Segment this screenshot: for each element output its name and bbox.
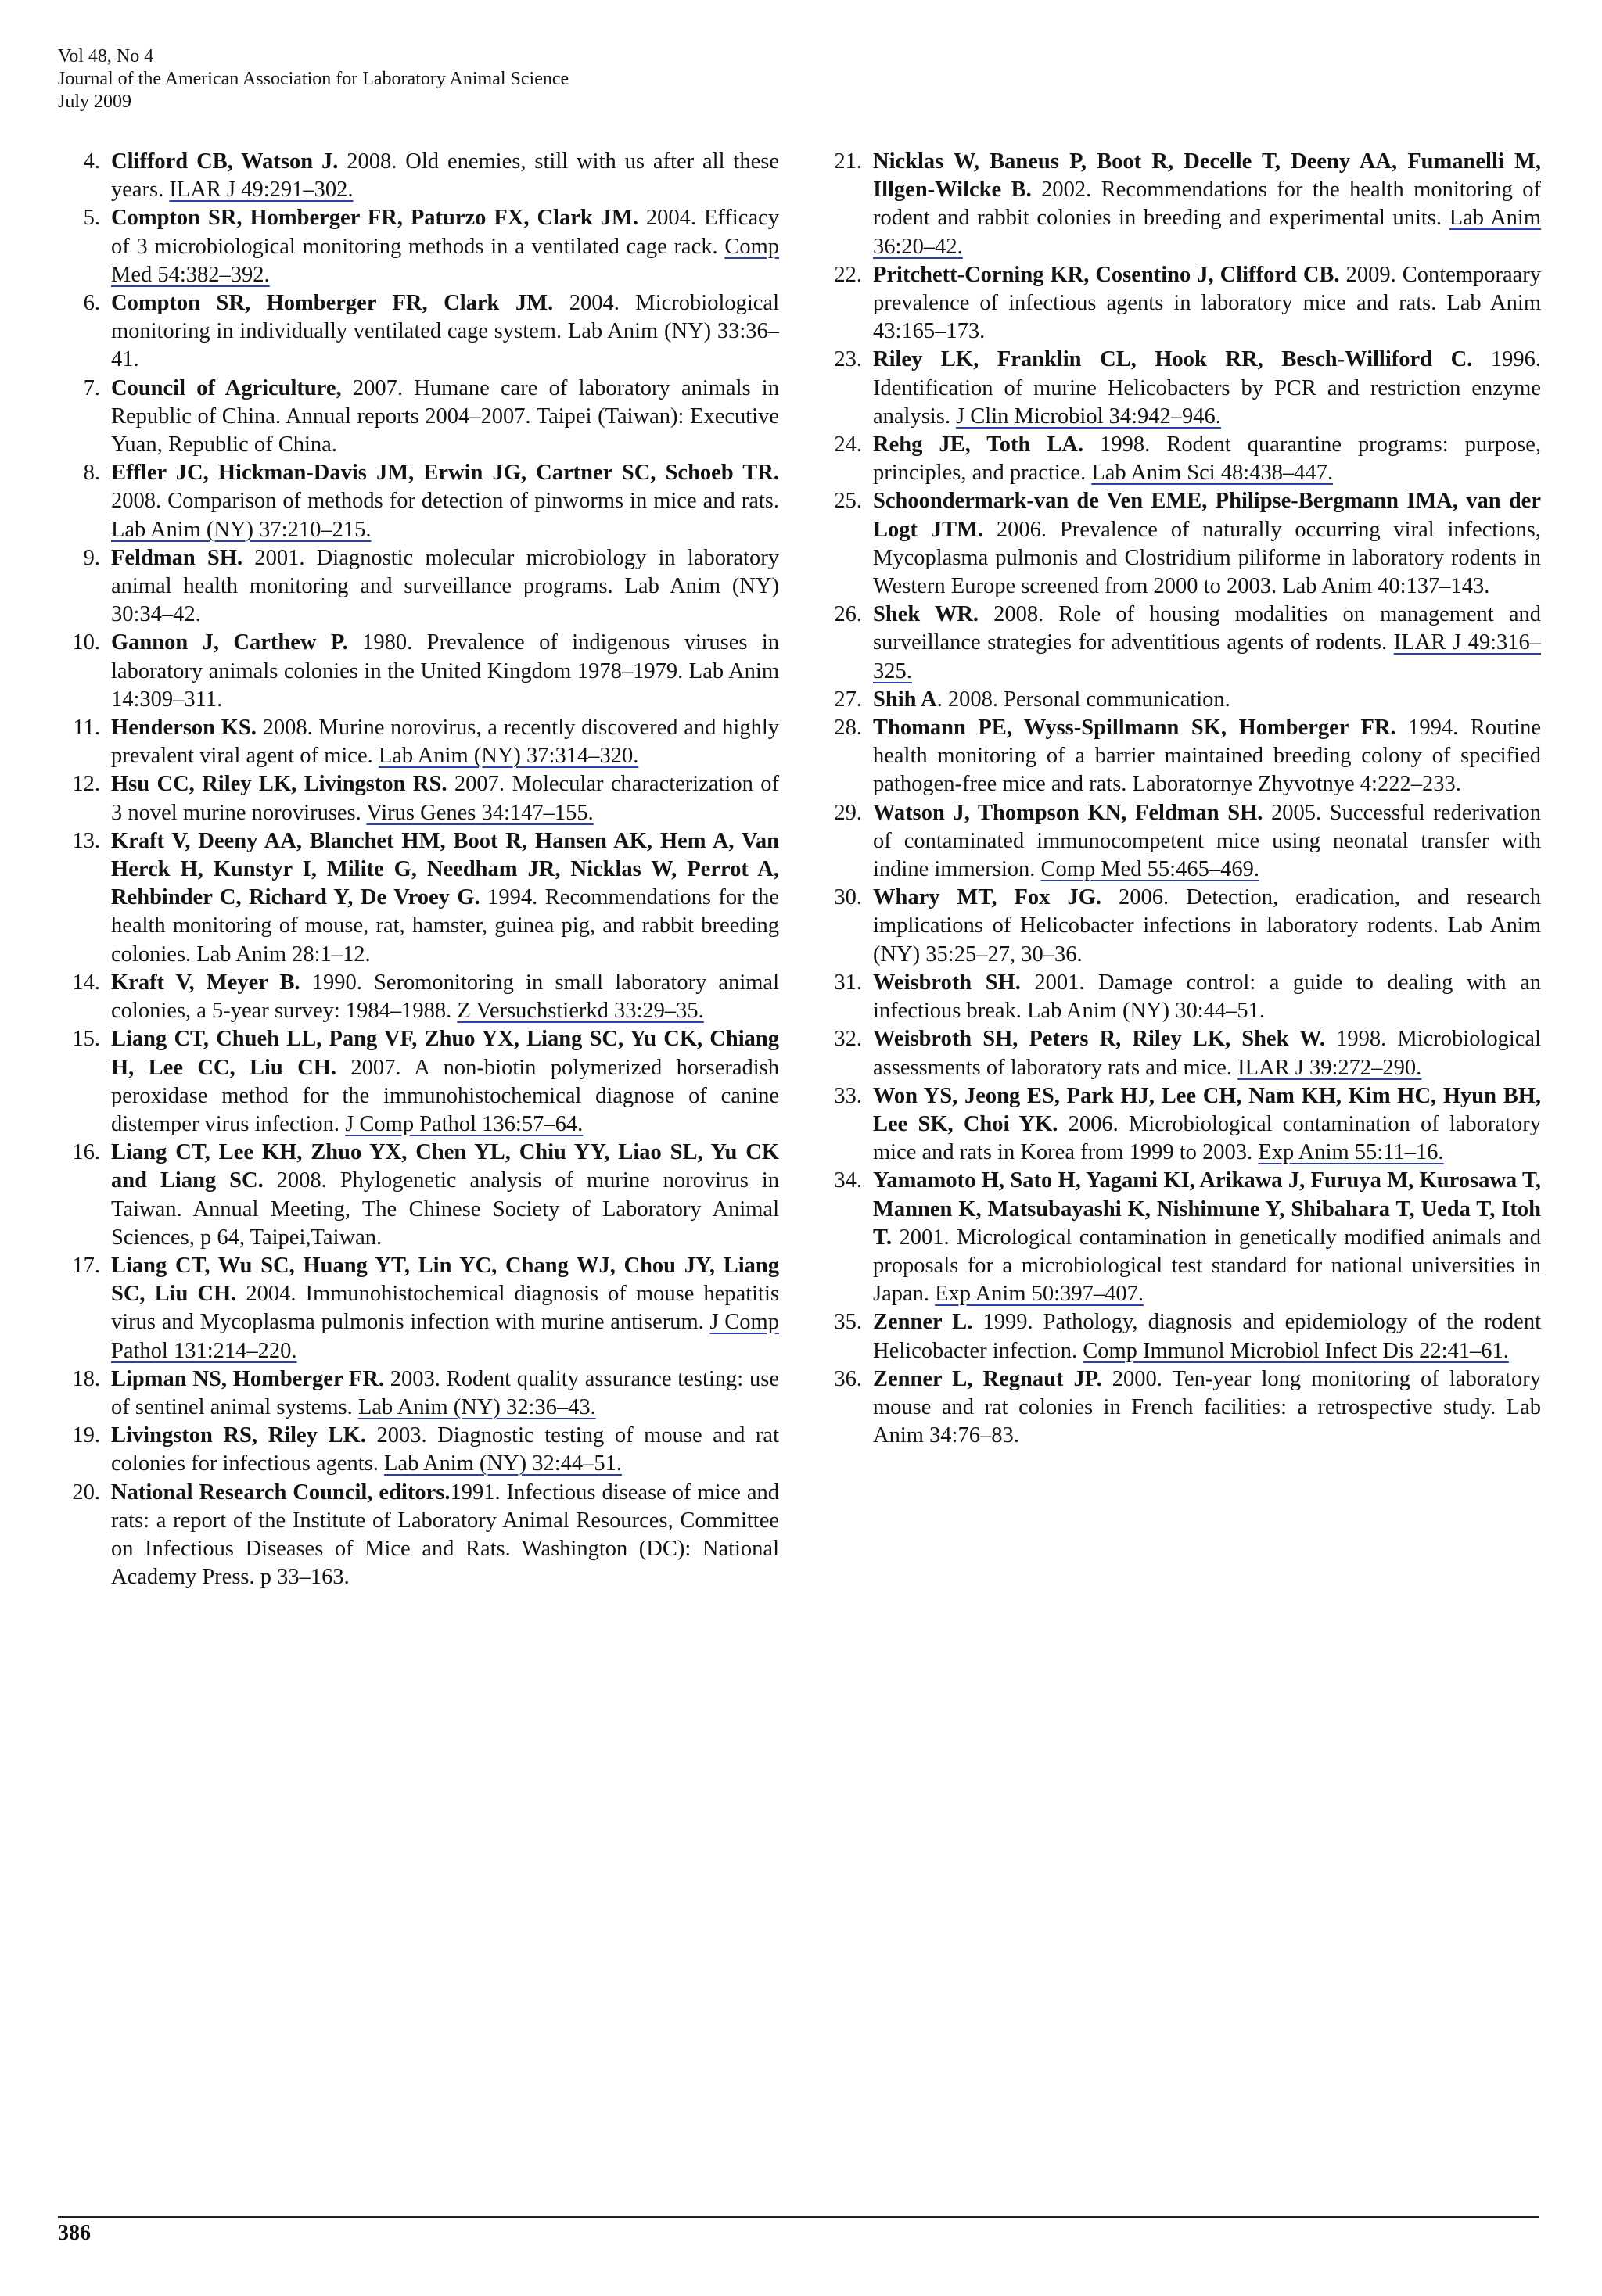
reference-authors: Nicklas W, Baneus P, Boot R, Decelle T, Deeny AA, Fumanelli M, Illgen-Wilcke B.: [873, 149, 1541, 203]
reference-authors: Lipman NS, Homberger FR.: [111, 1366, 384, 1391]
page-number: 386: [58, 2221, 91, 2245]
reference-text: 2004. Efficacy of 3 microbiological monitoring methods in a ventilated cage rack.: [111, 206, 779, 259]
reference-number: 33.: [834, 1083, 862, 1108]
reference-number: 8.: [83, 461, 100, 486]
reference-authors: Liang CT, Lee KH, Zhuo YX, Chen YL, Chiu YY, Liao SL, Yu CK and Liang SC.: [111, 1140, 779, 1193]
reference-item: [814, 1167, 1541, 1308]
reference-number: 19.: [72, 1423, 100, 1448]
reference-authors: Thomann PE, Wyss-Spillmann SK, Homberger FR.: [873, 716, 1396, 741]
reference-number: 35.: [834, 1310, 862, 1335]
reference-number: 26.: [834, 602, 862, 627]
reference-number: 18.: [72, 1366, 100, 1391]
references-right-column: [814, 148, 1541, 1450]
reference-item: [814, 261, 1541, 346]
references-left-column: [52, 148, 779, 1591]
reference-authors: Feldman SH.: [111, 545, 243, 570]
reference-item: [52, 770, 779, 827]
reference-text: 1998. Rodent quarantine programs: purpose, principles, and practice.: [873, 432, 1541, 486]
reference-authors: Weisbroth SH.: [873, 970, 1021, 995]
reference-number: 32.: [834, 1027, 862, 1052]
reference-text: 2001. Micrological contamination in genetically modified animals and proposals for a microbiological test standard for national universities in Japan.: [873, 1225, 1541, 1307]
reference-authors: Weisbroth SH, Peters R, Riley LK, Shek W.: [873, 1027, 1326, 1052]
reference-link[interactable]: Z Versuchstierkd 33:29–35.: [457, 999, 704, 1024]
reference-item: [814, 969, 1541, 1025]
reference-text: 2000. Ten-year long monitoring of laboratory mouse and rat colonies in French facilities: a retrospective study. Lab Anim 34:76–83.: [873, 1366, 1541, 1448]
reference-number: 34.: [834, 1168, 862, 1193]
reference-item: [52, 1365, 779, 1422]
reference-link[interactable]: Virus Genes 34:147–155.: [366, 800, 594, 825]
reference-authors: Zenner L, Regnaut JP.: [873, 1366, 1102, 1391]
reference-number: 29.: [834, 800, 862, 825]
reference-text: 2006. Prevalence of naturally occurring viral infections, Mycoplasma pulmonis and Clostridium piliforme in laboratory rodents in Western Europe screened from 2000 to 2003. Lab Anim 40:137–143.: [873, 517, 1541, 599]
reference-number: 36.: [834, 1366, 862, 1391]
reference-item: [52, 1479, 779, 1592]
reference-link[interactable]: J Clin Microbiol 34:942–946.: [956, 404, 1221, 429]
reference-item: [814, 346, 1541, 431]
reference-item: [52, 1252, 779, 1365]
reference-item: [52, 204, 779, 289]
reference-link[interactable]: Lab Anim (NY) 37:314–320.: [378, 744, 639, 769]
reference-number: 10.: [72, 630, 100, 655]
reference-authors: Liang CT, Chueh LL, Pang VF, Zhuo YX, Liang SC, Yu CK, Chiang H, Lee CC, Liu CH.: [111, 1027, 779, 1080]
reference-link[interactable]: Lab Anim (NY) 32:36–43.: [357, 1394, 596, 1419]
reference-item: [52, 969, 779, 1025]
reference-link[interactable]: Comp Med 54:382–392.: [111, 234, 779, 287]
reference-item: [814, 799, 1541, 884]
reference-item: [814, 714, 1541, 799]
reference-item: [52, 459, 779, 544]
reference-number: 12.: [72, 772, 100, 797]
reference-text: 1991. Infectious disease of mice and rats: a report of the Institute of Laboratory Animal Resources, Committee on Infectious Diseases of Mice and Rats. Washington (DC): National Academy Press. p 33–163.: [111, 1480, 779, 1590]
reference-text: 2004. Immunohistochemical diagnosis of mouse hepatitis virus and Mycoplasma pulmonis infection with murine antiserum.: [111, 1282, 779, 1335]
reference-text: 2008. Phylogenetic analysis of murine norovirus in Taiwan. Annual Meeting, The Chinese Society of Laboratory Animal Sciences, p 64, Taipei,Taiwan.: [111, 1168, 779, 1250]
reference-item: [814, 1025, 1541, 1082]
reference-authors: Whary MT, Fox JG.: [873, 885, 1101, 910]
reference-item: [814, 431, 1541, 487]
reference-link[interactable]: Lab Anim 36:20–42.: [873, 206, 1541, 259]
reference-authors: Kraft V, Deeny AA, Blanchet HM, Boot R, Hansen AK, Hem A, Van Herck H, Kunstyr I, Milite G, Needham JR, Nicklas W, Perrot A, Rehbinder C, Richard Y, De Vroey G.: [111, 828, 779, 910]
reference-item: [814, 884, 1541, 969]
reference-authors: Compton SR, Homberger FR, Paturzo FX, Clark JM.: [111, 206, 638, 231]
reference-authors: Yamamoto H, Sato H, Yagami KI, Arikawa J, Furuya M, Kurosawa T, Mannen K, Matsubayashi K, Nishimune Y, Shibahara T, Ueda T, Itoh T.: [873, 1168, 1541, 1250]
reference-text: 2008. Comparison of methods for detection of pinworms in mice and rats.: [111, 489, 779, 514]
reference-text: 2007. Molecular characterization of 3 novel murine noroviruses.: [111, 772, 779, 825]
reference-authors: Liang CT, Wu SC, Huang YT, Lin YC, Chang WJ, Chou JY, Liang SC, Liu CH.: [111, 1253, 779, 1307]
reference-text: 2007. Humane care of laboratory animals in Republic of China. Annual reports 2004–2007. Taipei (Taiwan): Executive Yuan, Republic of China.: [111, 375, 779, 457]
reference-number: 15.: [72, 1027, 100, 1052]
reference-number: 14.: [72, 970, 100, 995]
reference-authors: Effler JC, Hickman-Davis JM, Erwin JG, Cartner SC, Schoeb TR.: [111, 461, 779, 486]
reference-number: 9.: [83, 545, 100, 570]
reference-authors: Council of Agriculture,: [111, 375, 342, 400]
reference-text: 2004. Microbiological monitoring in individually ventilated cage system. Lab Anim (NY) 33:36–41.: [111, 291, 780, 372]
reference-text: 2005. Successful rederivation of contaminated immunocompetent mice using neonatal transfer with indine immersion.: [873, 800, 1541, 882]
reference-text: 1990. Seromonitoring in small laboratory animal colonies, a 5-year survey: 1984–1988.: [111, 970, 779, 1024]
reference-text: 1998. Microbiological assessments of laboratory rats and mice.: [873, 1027, 1541, 1080]
reference-link[interactable]: J Comp Pathol 136:57–64.: [345, 1111, 584, 1136]
reference-text: 2009. Contemporaary prevalence of infectious agents in laboratory mice and rats. Lab Anim 43:165–173.: [873, 262, 1541, 344]
reference-link[interactable]: J Comp Pathol 131:214–220.: [111, 1310, 779, 1363]
reference-link[interactable]: ILAR J 49:316–325.: [873, 630, 1542, 683]
reference-authors: Schoondermark-van de Ven EME, Philipse-Bergmann IMA, van der Logt JTM.: [873, 489, 1541, 542]
footer-rule: [58, 2216, 1539, 2218]
reference-text: 2008. Old enemies, still with us after all these years.: [111, 149, 779, 203]
reference-text: 2003. Rodent quality assurance testing: use of sentinel animal systems.: [111, 1366, 779, 1419]
reference-authors: Won YS, Jeong ES, Park HJ, Lee CH, Nam KH, Kim HC, Hyun BH, Lee SK, Choi YK.: [873, 1083, 1541, 1136]
reference-number: 11.: [73, 716, 100, 741]
reference-number: 17.: [72, 1253, 100, 1278]
reference-item: [52, 148, 779, 204]
reference-number: 20.: [72, 1480, 100, 1505]
reference-text: 1999. Pathology, diagnosis and epidemiology of the rodent Helicobacter infection.: [873, 1310, 1541, 1363]
reference-link[interactable]: Comp Immunol Microbiol Infect Dis 22:41–61.: [1083, 1338, 1509, 1363]
reference-link[interactable]: Lab Anim Sci 48:438–447.: [1091, 461, 1334, 486]
reference-number: 5.: [83, 206, 100, 231]
reference-text: . 2008. Personal communication.: [936, 687, 1230, 712]
reference-item: [52, 375, 779, 460]
reference-number: 13.: [72, 828, 100, 853]
reference-authors: Hsu CC, Riley LK, Livingston RS.: [111, 772, 447, 797]
reference-item: [814, 1365, 1541, 1451]
reference-text: 1996. Identification of murine Helicobacters by PCR and restriction enzyme analysis.: [873, 347, 1542, 429]
reference-item: [814, 1308, 1541, 1365]
reference-text: 2003. Diagnostic testing of mouse and rat colonies for infectious agents.: [111, 1423, 779, 1476]
reference-text: 2006. Microbiological contamination of laboratory mice and rats in Korea from 1999 to 2003.: [873, 1111, 1541, 1165]
reference-item: [52, 1422, 779, 1478]
reference-text: 1994. Routine health monitoring of a barrier maintained breeding colony of specified pathogen-free mice and rats. Laboratornye Zhyvotnye 4:222–233.: [873, 716, 1541, 797]
reference-text: 1980. Prevalence of indigenous viruses in laboratory animals colonies in the United Kingdom 1978–1979. Lab Anim 14:309–311.: [111, 630, 779, 712]
reference-number: 30.: [834, 885, 862, 910]
reference-authors: Compton SR, Homberger FR, Clark JM.: [111, 291, 554, 316]
reference-item: [814, 601, 1541, 686]
reference-text: 2002. Recommendations for the health monitoring of rodent and rabbit colonies in breeding and experimental units.: [873, 178, 1541, 231]
reference-authors: National Research Council, editors.: [111, 1480, 451, 1505]
reference-authors: Shih A: [873, 687, 937, 712]
reference-authors: Clifford CB, Watson J.: [111, 149, 339, 174]
reference-item: [814, 487, 1541, 601]
reference-number: 6.: [83, 291, 100, 316]
reference-authors: Watson J, Thompson KN, Feldman SH.: [873, 800, 1263, 825]
reference-text: 2006. Detection, eradication, and research implications of Helicobacter infections in laboratory rodents. Lab Anim (NY) 35:25–27, 30–36.: [873, 885, 1541, 967]
reference-text: 1994. Recommendations for the health monitoring of mouse, rat, hamster, guinea pig, and rabbit breeding colonies. Lab Anim 28:1–12.: [111, 885, 779, 967]
reference-authors: Pritchett-Corning KR, Cosentino J, Clifford CB.: [873, 262, 1340, 287]
reference-item: [52, 827, 779, 969]
reference-number: 4.: [83, 149, 100, 174]
reference-number: 27.: [834, 687, 862, 712]
reference-text: 2001. Damage control: a guide to dealing with an infectious break. Lab Anim (NY) 30:44–51.: [873, 970, 1541, 1024]
reference-number: 16.: [72, 1140, 100, 1165]
reference-authors: Shek WR.: [873, 602, 979, 627]
reference-link[interactable]: Exp Anim 50:397–407.: [935, 1282, 1144, 1307]
reference-number: 22.: [834, 262, 862, 287]
reference-authors: Zenner L.: [873, 1310, 973, 1335]
reference-text: 2007. A non-biotin polymerized horseradish peroxidase method for the immunohistochemical diagnose of canine distemper virus infection.: [111, 1055, 779, 1136]
reference-number: 24.: [834, 432, 862, 457]
journal-name: Journal of the American Association for Laboratory Animal Science: [58, 69, 569, 89]
reference-authors: Henderson KS.: [111, 716, 257, 741]
reference-link[interactable]: Comp Med 55:465–469.: [1040, 857, 1259, 882]
reference-item: [814, 148, 1541, 261]
reference-number: 31.: [834, 970, 862, 995]
reference-item: [52, 1139, 779, 1252]
reference-item: [52, 714, 779, 770]
reference-authors: Riley LK, Franklin CL, Hook RR, Besch-Williford C.: [873, 347, 1473, 372]
reference-authors: Livingston RS, Riley LK.: [111, 1423, 366, 1448]
reference-link[interactable]: ILAR J 39:272–290.: [1237, 1055, 1422, 1080]
reference-authors: Kraft V, Meyer B.: [111, 970, 300, 995]
reference-number: 28.: [834, 716, 862, 741]
reference-link[interactable]: Lab Anim (NY) 37:210–215.: [111, 517, 372, 542]
reference-authors: Rehg JE, Toth LA.: [873, 432, 1084, 457]
reference-item: [52, 289, 779, 375]
issue-date: July 2009: [58, 91, 132, 112]
reference-number: 23.: [834, 347, 862, 372]
reference-number: 25.: [834, 489, 862, 514]
reference-item: [52, 1025, 779, 1139]
reference-authors: Gannon J, Carthew P.: [111, 630, 348, 655]
reference-text: 2001. Diagnostic molecular microbiology in laboratory animal health monitoring and surveillance programs. Lab Anim (NY) 30:34–42.: [111, 545, 779, 627]
reference-item: [814, 1082, 1541, 1168]
reference-number: 7.: [83, 375, 100, 400]
reference-item: [52, 544, 779, 630]
reference-number: 21.: [834, 149, 862, 174]
reference-item: [52, 629, 779, 714]
volume-line: Vol 48, No 4: [58, 46, 154, 66]
reference-text: 2008. Murine norovirus, a recently discovered and highly prevalent viral agent of mice.: [111, 716, 779, 769]
reference-text: 2008. Role of housing modalities on management and surveillance strategies for adventitious agents of rodents.: [873, 602, 1541, 655]
reference-item: [814, 686, 1541, 714]
reference-link[interactable]: Lab Anim (NY) 32:44–51.: [384, 1451, 622, 1476]
reference-link[interactable]: Exp Anim 55:11–16.: [1258, 1140, 1444, 1165]
running-header: [58, 45, 569, 113]
reference-link[interactable]: ILAR J 49:291–302.: [169, 178, 354, 203]
